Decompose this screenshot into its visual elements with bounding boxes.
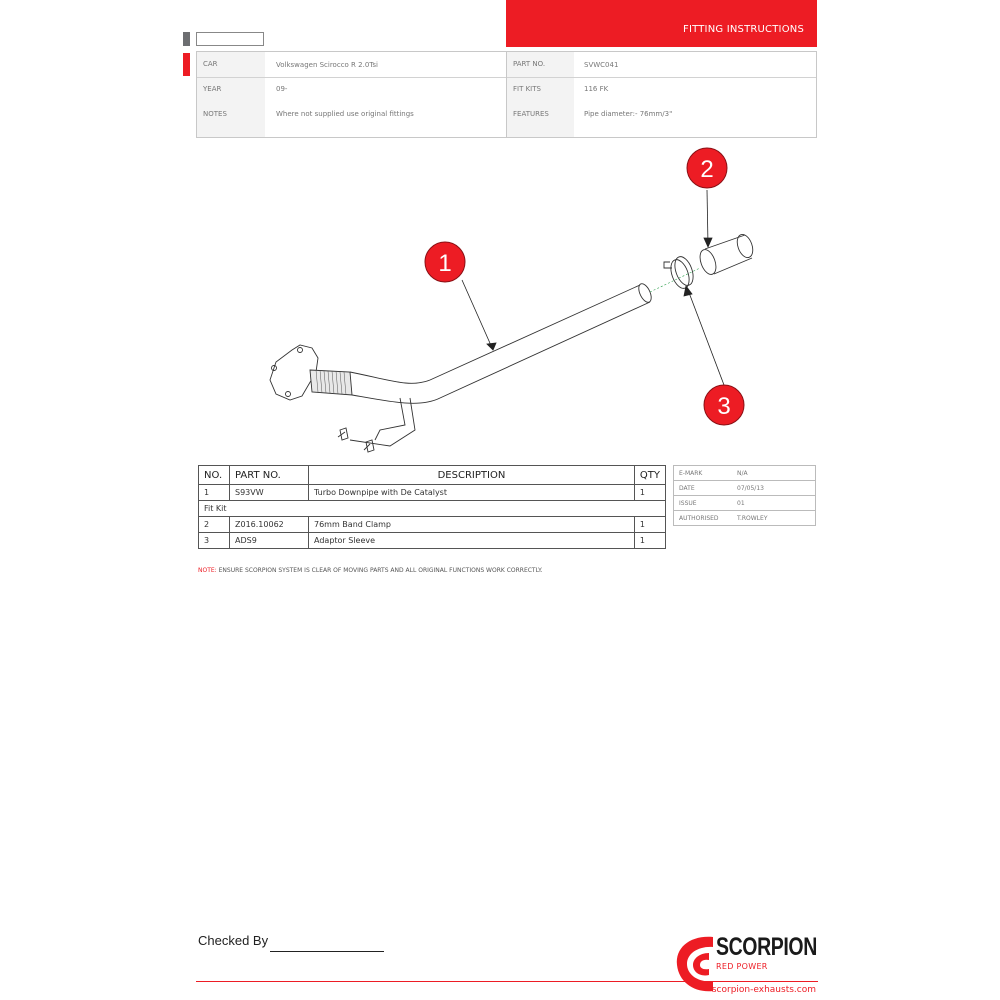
brand-tagline: RED POWER (716, 962, 768, 971)
safety-note (198, 567, 543, 574)
row-part-no: ADS9 (230, 533, 309, 549)
brand-name: SCORPION (716, 933, 817, 961)
table-row (199, 485, 666, 501)
meta-row (674, 466, 816, 481)
flange-bolt-hole (286, 392, 291, 397)
callout-2 (687, 148, 727, 188)
website-link[interactable]: scorpion-exhausts.com (711, 985, 816, 995)
car-label: CAR (203, 60, 218, 68)
document-meta-table (673, 465, 816, 526)
checked-by-label: Checked By (198, 933, 269, 948)
features-label: FEATURES (513, 110, 549, 118)
notes-label: NOTES (203, 110, 227, 118)
parts-table (198, 465, 666, 549)
banner-title: FITTING INSTRUCTIONS (683, 24, 804, 35)
callout-1 (425, 242, 465, 282)
flange-bolt-hole (298, 348, 303, 353)
row-description: Turbo Downpipe with De Catalyst (309, 485, 635, 501)
sensor-fittings (340, 428, 374, 452)
note-text: ENSURE SCORPION SYSTEM IS CLEAR OF MOVING PARTS AND ALL ORIGINAL FUNCTIONS WORK CORRECTLY. (216, 567, 543, 574)
note-lead: NOTE: (198, 567, 217, 574)
row-no: 1 (199, 485, 230, 501)
parts-header-row (199, 466, 666, 485)
leader-arrow-1 (487, 343, 496, 350)
table-section-row (199, 501, 666, 517)
meta-row (674, 481, 816, 496)
issue-label: ISSUE (674, 496, 733, 511)
col-qty-header: QTY (634, 466, 665, 485)
leader-arrow-3 (684, 286, 692, 296)
emark-label: E-MARK (674, 466, 733, 481)
date-value: 07/05/13 (732, 481, 816, 496)
notes-value: Where not supplied use original fittings (276, 110, 414, 118)
row-description: 76mm Band Clamp (309, 517, 635, 533)
callout-3-label: 3 (717, 393, 731, 420)
callout-3 (704, 385, 744, 425)
fit-kits-label: FIT KITS (513, 85, 541, 93)
red-marker (183, 53, 190, 76)
callout-1-label: 1 (438, 250, 452, 277)
year-value: 09- (276, 85, 288, 93)
title-box (196, 32, 264, 46)
fit-kits-value: 116 FK (584, 85, 609, 93)
fit-kit-section-label: Fit Kit (199, 501, 666, 517)
leader-line-3 (688, 290, 724, 385)
issue-value: 01 (732, 496, 816, 511)
date-label: DATE (674, 481, 733, 496)
row-part-no: Z016.10062 (230, 517, 309, 533)
downpipe-drawing (270, 232, 756, 452)
authorised-value: T.ROWLEY (732, 511, 816, 526)
footer-rule (196, 981, 818, 982)
grey-marker (183, 32, 190, 46)
callout-2-label: 2 (700, 156, 714, 183)
meta-row (674, 496, 816, 511)
signature-line (270, 951, 384, 952)
exhaust-diagram (250, 145, 820, 455)
row-qty: 1 (634, 485, 665, 501)
vehicle-info-table (196, 51, 817, 138)
row-description: Adaptor Sleeve (309, 533, 635, 549)
sensor-lines (338, 398, 415, 450)
row-no: 3 (199, 533, 230, 549)
part-no-label: PART NO. (513, 60, 546, 68)
adaptor-sleeve-end (734, 232, 755, 259)
table-row (199, 533, 666, 549)
row-qty: 1 (634, 517, 665, 533)
part-no-value: SVWC041 (584, 61, 619, 69)
features-value: Pipe diameter:- 76mm/3" (584, 110, 673, 118)
table-row (199, 517, 666, 533)
car-value: Volkswagen Scirocco R 2.0Tsi (276, 61, 378, 69)
emark-value: N/A (732, 466, 816, 481)
leader-arrow-2 (704, 238, 712, 247)
row-qty: 1 (634, 533, 665, 549)
col-part-header: PART NO. (230, 466, 309, 485)
leader-line-2 (707, 190, 708, 245)
row-no: 2 (199, 517, 230, 533)
meta-row (674, 511, 816, 526)
pipe-lower-edge (352, 302, 650, 403)
column-divider (506, 52, 507, 137)
col-no-header: NO. (199, 466, 230, 485)
leader-line-1 (462, 280, 493, 350)
row-part-no: S93VW (230, 485, 309, 501)
adaptor-sleeve-front (697, 247, 719, 276)
year-label: YEAR (203, 85, 222, 93)
authorised-label: AUTHORISED (674, 511, 733, 526)
pipe-upper-edge (350, 285, 640, 383)
col-desc-header: DESCRIPTION (309, 466, 635, 485)
